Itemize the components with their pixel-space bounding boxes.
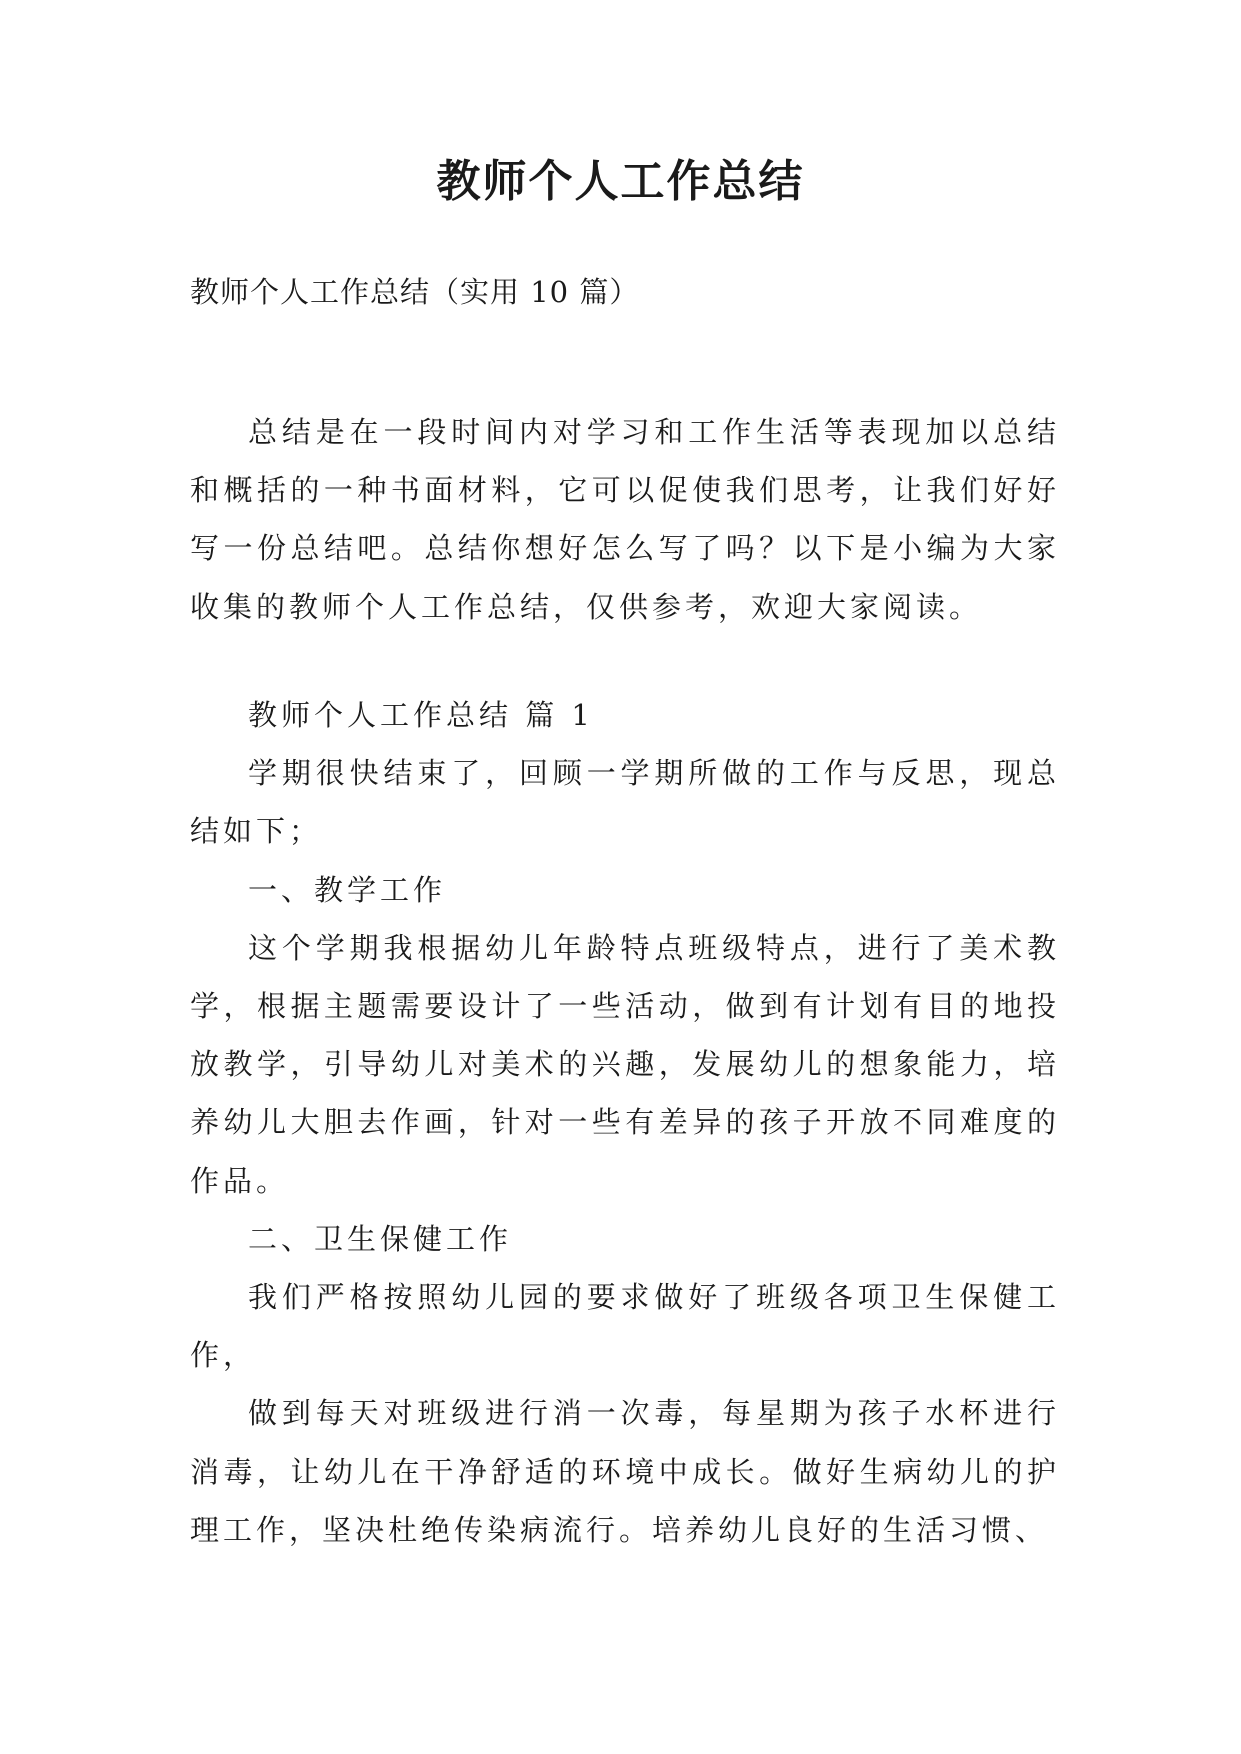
article-section bbox=[190, 686, 1060, 1559]
article-paragraph: 我们严格按照幼儿园的要求做好了班级各项卫生保健工作， bbox=[190, 1280, 1060, 1373]
article-paragraph: 做到每天对班级进行消一次毒，每星期为孩子水杯进行消毒，让幼儿在干净舒适的环境中成长。做好生病幼儿的护理工作，坚决杜绝传染病流行。培养幼儿良好的生活习惯、 bbox=[190, 1396, 1060, 1547]
article-paragraph: 这个学期我根据幼儿年龄特点班级特点，进行了美术教学，根据主题需要设计了一些活动，做到有计划有目的地投放教学，引导幼儿对美术的兴趣，发展幼儿的想象能力，培养幼儿大胆去作画，针对一些有差异的孩子开放不同难度的作品。 bbox=[190, 930, 1060, 1198]
section-heading-teaching: 一、教学工作 bbox=[248, 872, 447, 907]
document-subtitle: 教师个人工作总结（实用 10 篇） bbox=[190, 275, 640, 309]
intro-paragraph: 总结是在一段时间内对学习和工作生活等表现加以总结和概括的一种书面材料，它可以促使我们思考，让我们好好写一份总结吧。总结你想好怎么写了吗？以下是小编为大家收集的教师个人工作总结，仅供参考，欢迎大家阅读。 bbox=[190, 415, 1060, 624]
document-title: 教师个人工作总结 bbox=[436, 156, 805, 207]
intro-section bbox=[190, 403, 1060, 636]
article-paragraph: 学期很快结束了，回顾一学期所做的工作与反思，现总结如下； bbox=[190, 756, 1060, 849]
article-heading: 教师个人工作总结 篇 1 bbox=[248, 698, 594, 732]
section-heading-health: 二、卫生保健工作 bbox=[248, 1221, 513, 1256]
